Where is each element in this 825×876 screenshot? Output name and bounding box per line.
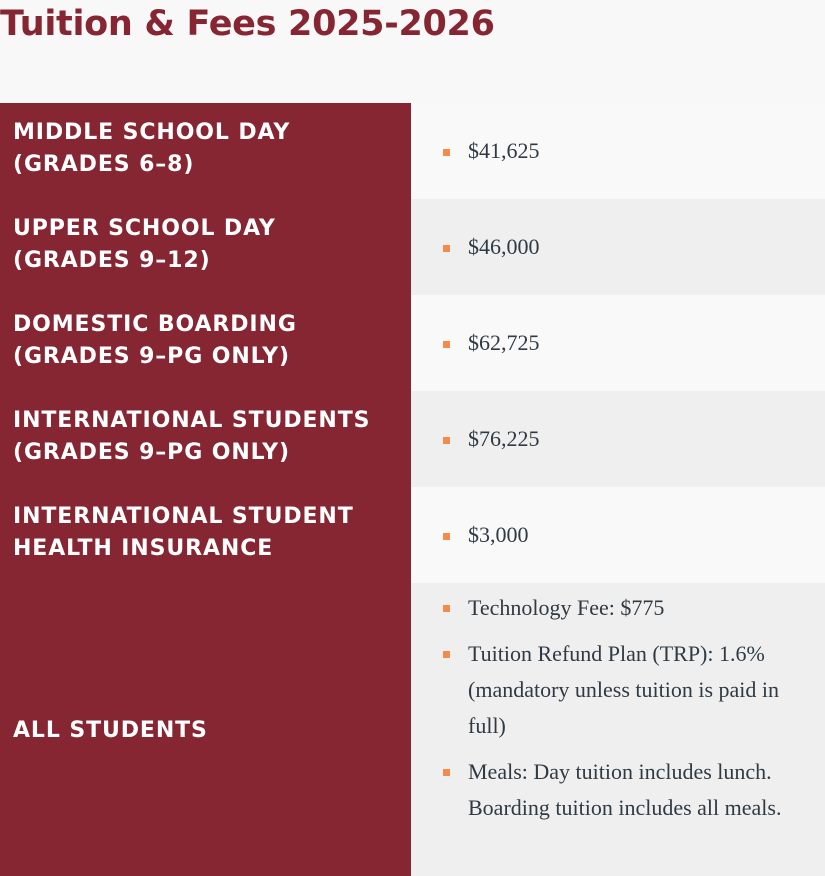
list-item: [443, 234, 540, 260]
list-item: [443, 636, 825, 744]
square-bullet-icon: [443, 245, 450, 252]
fee-item-text: Technology Fee: $775: [468, 595, 665, 620]
row-label-line: HEALTH INSURANCE: [13, 536, 274, 561]
fee-amount: $3,000: [468, 522, 529, 547]
fee-amount: $76,225: [468, 426, 540, 451]
row-label-line: (GRADES 9–PG ONLY): [13, 344, 290, 369]
value-list: [443, 138, 540, 164]
value-list: [443, 330, 540, 356]
row-value: [411, 583, 825, 876]
row-value: [411, 199, 825, 295]
list-item: [443, 330, 540, 356]
fee-item-text: Meals: Day tuition includes lunch. Boarding tuition includes all meals.: [468, 759, 782, 820]
value-list: [443, 590, 825, 836]
square-bullet-icon: [443, 149, 450, 156]
table-row: [0, 391, 825, 487]
square-bullet-icon: [443, 651, 450, 658]
square-bullet-icon: [443, 533, 450, 540]
square-bullet-icon: [443, 341, 450, 348]
row-label: [0, 583, 411, 876]
row-label-line: (GRADES 9–12): [13, 248, 211, 273]
list-item: [443, 590, 825, 626]
row-label: [0, 391, 411, 487]
fee-amount: $46,000: [468, 234, 540, 259]
square-bullet-icon: [443, 605, 450, 612]
page-title: Tuition & Fees 2025-2026: [0, 4, 495, 44]
list-item: [443, 754, 825, 826]
row-label-line: (GRADES 6–8): [13, 152, 195, 177]
table-row: [0, 295, 825, 391]
table-row: [0, 199, 825, 295]
row-value: [411, 487, 825, 583]
row-value: [411, 295, 825, 391]
value-list: [443, 426, 540, 452]
list-item: [443, 522, 529, 548]
value-list: [443, 522, 529, 548]
list-item: [443, 138, 540, 164]
row-value: [411, 103, 825, 199]
row-label-line: INTERNATIONAL STUDENTS: [13, 408, 371, 433]
row-label: [0, 487, 411, 583]
fee-amount: $62,725: [468, 330, 540, 355]
fees-table: [0, 103, 825, 876]
row-label-line: INTERNATIONAL STUDENT: [13, 504, 354, 529]
row-label-line: (GRADES 9–PG ONLY): [13, 440, 290, 465]
row-label-line: DOMESTIC BOARDING: [13, 312, 297, 337]
row-label-line: ALL STUDENTS: [13, 717, 208, 743]
fee-amount: $41,625: [468, 138, 540, 163]
row-label-line: UPPER SCHOOL DAY: [13, 216, 276, 241]
table-row: [0, 487, 825, 583]
row-label: [0, 295, 411, 391]
square-bullet-icon: [443, 769, 450, 776]
table-row: [0, 103, 825, 199]
row-value: [411, 391, 825, 487]
row-label: [0, 199, 411, 295]
row-label-line: MIDDLE SCHOOL DAY: [13, 120, 291, 145]
list-item: [443, 426, 540, 452]
table-row: [0, 583, 825, 876]
row-label: [0, 103, 411, 199]
square-bullet-icon: [443, 437, 450, 444]
value-list: [443, 234, 540, 260]
fee-item-text: Tuition Refund Plan (TRP): 1.6% (mandatory unless tuition is paid in full): [468, 641, 780, 738]
